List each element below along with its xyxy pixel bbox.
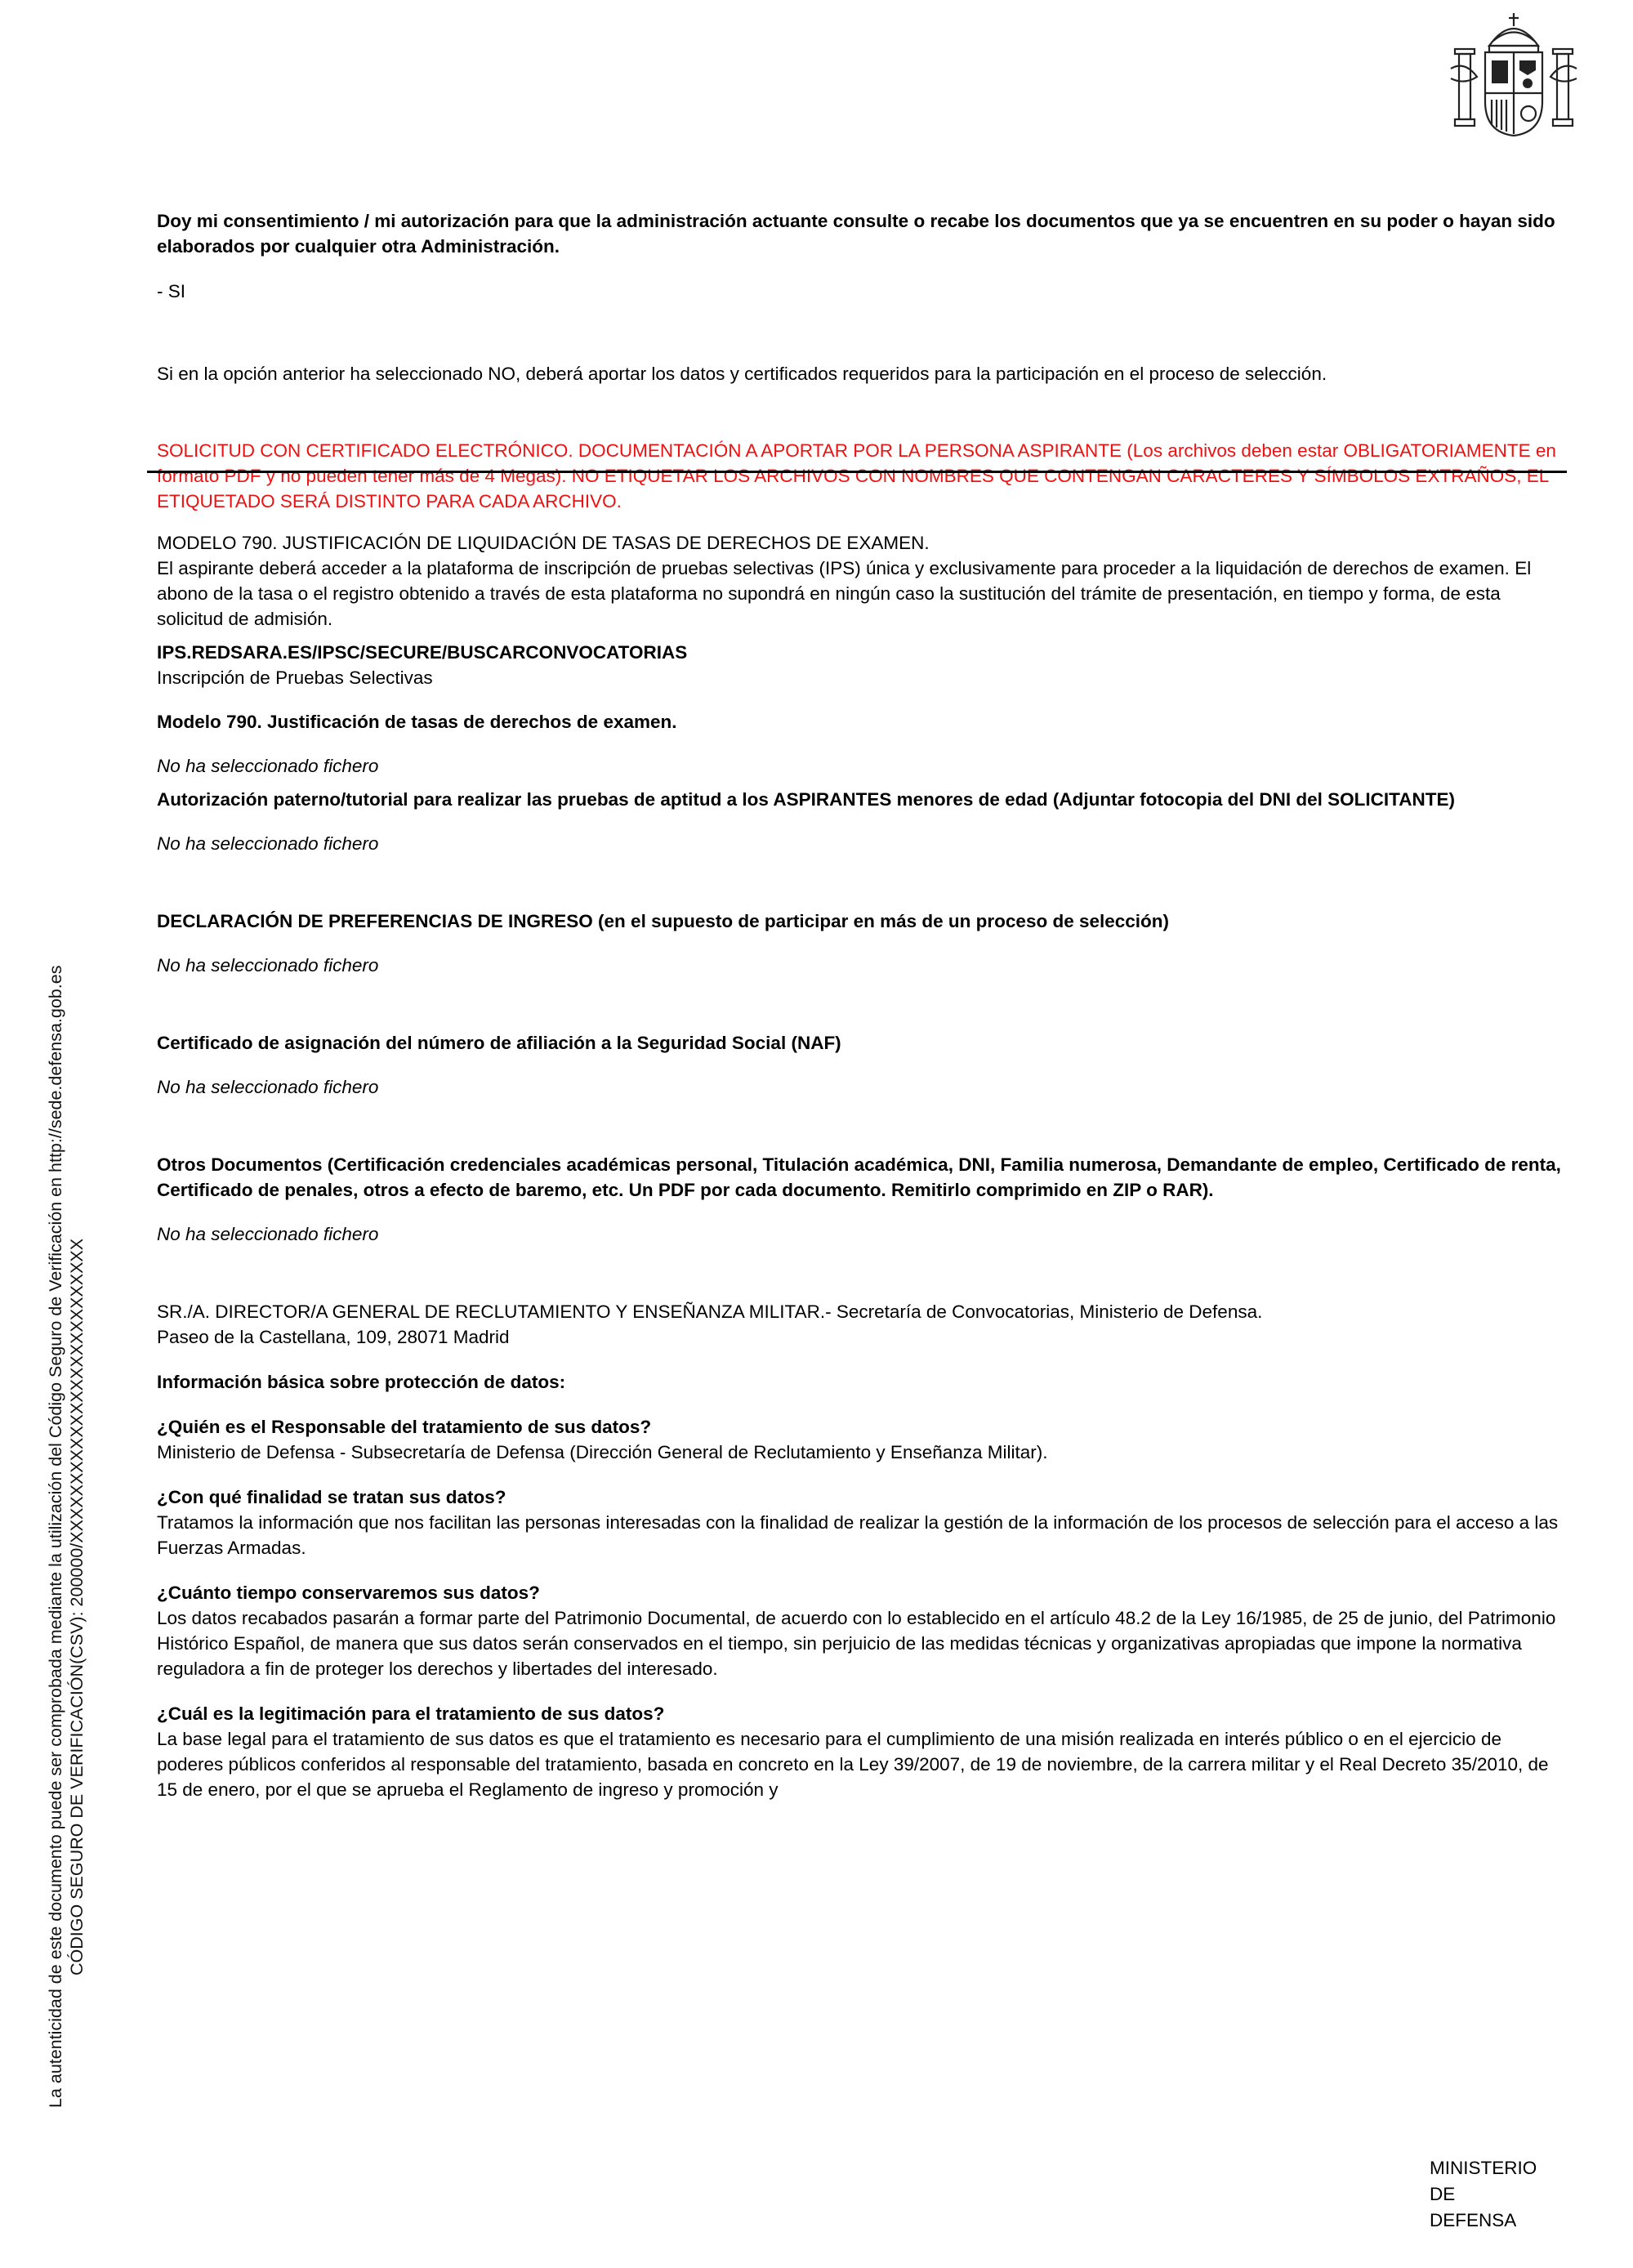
addressee-address: Paseo de la Castellana, 109, 28071 Madrid (157, 1327, 510, 1347)
attachment-status: No ha seleccionado fichero (157, 833, 379, 854)
privacy-answer: Ministerio de Defensa - Subsecretaría de Defensa (Dirección General de Reclutamiento y Enseñanza Militar). (157, 1442, 1048, 1462)
privacy-answer: La base legal para el tratamiento de sus datos es que el tratamiento es necesario para el cumplimiento de una misión realizada en interés público o en el ejercicio de poderes públicos conferidos al responsable del tratamiento, basada en concreto en la Ley 39/2007, de 19 de noviembre, de la carrera militar y el Real Decreto 35/2010, de 15 de enero, por el que se aprueba el Reglamento de ingreso y promoción y (157, 1729, 1549, 1800)
modelo790-title: MODELO 790. JUSTIFICACIÓN DE LIQUIDACIÓN DE TASAS DE DERECHOS DE EXAMEN. (157, 533, 930, 553)
privacy-question: ¿Cuál es la legitimación para el tratamiento de sus datos? (157, 1703, 665, 1724)
section-divider (147, 471, 1567, 473)
privacy-question: ¿Quién es el Responsable del tratamiento de sus datos? (157, 1417, 652, 1437)
attachment-label: DECLARACIÓN DE PREFERENCIAS DE INGRESO (en el supuesto de participar en más de un proceso de selección) (157, 911, 1170, 931)
verification-note-line: La autenticidad de este documento puede ser comprobada mediante la utilización del Código Seguro de Verificación en http://sede.defensa.gob.es (46, 965, 65, 2108)
addressee-line: SR./A. DIRECTOR/A GENERAL DE RECLUTAMIENTO Y ENSEÑANZA MILITAR.- Secretaría de Convocatorias, Ministerio de Defensa. (157, 1301, 1263, 1322)
ministry-footer (1430, 2155, 1537, 2234)
footer-line: MINISTERIO (1430, 2158, 1537, 2178)
warning-notice: SOLICITUD CON CERTIFICADO ELECTRÓNICO. DOCUMENTACIÓN A APORTAR POR LA PERSONA ASPIRANTE (Los archivos deben estar OBLIGATORIAMENTE en formato PDF y no pueden tener más de 4 Megas). NO ETIQUETAR LOS ARCHIVOS CON NOMBRES QUE CONTENGAN CARACTERES Y SÍMBOLOS EXTRAÑOS, EL ETIQUETADO SERÁ DISTINTO PARA CADA ARCHIVO. (157, 440, 1556, 511)
coat-of-arms-logo (1444, 3, 1583, 142)
attachment-status: No ha seleccionado fichero (157, 955, 379, 976)
footer-line: DE (1430, 2184, 1456, 2204)
privacy-question: ¿Con qué finalidad se tratan sus datos? (157, 1487, 506, 1507)
attachment-status: No ha seleccionado fichero (157, 1224, 379, 1244)
privacy-answer: Los datos recabados pasarán a formar parte del Patrimonio Documental, de acuerdo con lo establecido en el artículo 48.2 de la Ley 16/1985, de 25 de junio, del Patrimonio Histórico Español, de manera que sus datos serán conservados en el tiempo, sin perjuicio de las medidas técnicas y organizativas apropiadas que impone la normativa reguladora a fin de proteger los derechos y libertades del interesado. (157, 1608, 1556, 1679)
verification-side-note (45, 966, 87, 2108)
attachment-label: Certificado de asignación del número de afiliación a la Seguridad Social (NAF) (157, 1033, 841, 1053)
consent-question: Doy mi consentimiento / mi autorización para que la administración actuante consulte o recabe los documentos que ya se encuentren en su poder o hayan sido elaborados por cualquier otra Administración. (157, 211, 1555, 257)
document-body (157, 208, 1562, 1802)
attachment-status: No ha seleccionado fichero (157, 1077, 379, 1097)
attachment-label: Modelo 790. Justificación de tasas de derechos de examen. (157, 712, 677, 732)
attachment-label: Otros Documentos (Certificación credenciales académicas personal, Titulación académica, DNI, Familia numerosa, Demandante de empleo, Certificado de renta, Certificado de penales, otros a efecto de baremo, etc. Un PDF por cada documento. Remitirlo comprimido en ZIP o RAR). (157, 1154, 1561, 1200)
csv-code-line: CÓDIGO SEGURO DE VERIFICACIÓN(CSV): 200000/XXXXXXXXXXXXXXXXXXXXXXXXXX (67, 1238, 87, 1976)
privacy-question: ¿Cuánto tiempo conservaremos sus datos? (157, 1583, 540, 1603)
attachment-status: No ha seleccionado fichero (157, 756, 379, 776)
privacy-heading: Información básica sobre protección de datos: (157, 1372, 566, 1392)
ips-link-caption: Inscripción de Pruebas Selectivas (157, 667, 433, 688)
consent-note: Si en la opción anterior ha seleccionado NO, deberá aportar los datos y certificados requeridos para la participación en el proceso de selección. (157, 364, 1327, 384)
attachment-label: Autorización paterno/tutorial para realizar las pruebas de aptitud a los ASPIRANTES menores de edad (Adjuntar fotocopia del DNI del SOLICITANTE) (157, 789, 1455, 810)
modelo790-text: El aspirante deberá acceder a la plataforma de inscripción de pruebas selectivas (IPS) única y exclusivamente para proceder a la liquidación de derechos de examen. El abono de la tasa o el registro obtenido a través de esta plataforma no supondrá en ningún caso la sustitución del trámite de presentación, en tiempo y forma, de esta solicitud de admisión. (157, 558, 1532, 629)
ips-link[interactable]: IPS.REDSARA.ES/IPSC/SECURE/BUSCARCONVOCATORIAS (157, 642, 688, 663)
consent-answer: - SI (157, 281, 186, 301)
footer-line: DEFENSA (1430, 2210, 1517, 2230)
privacy-answer: Tratamos la información que nos facilitan las personas interesadas con la finalidad de realizar la gestión de la información de los procesos de selección para el acceso a las Fuerzas Armadas. (157, 1512, 1559, 1558)
